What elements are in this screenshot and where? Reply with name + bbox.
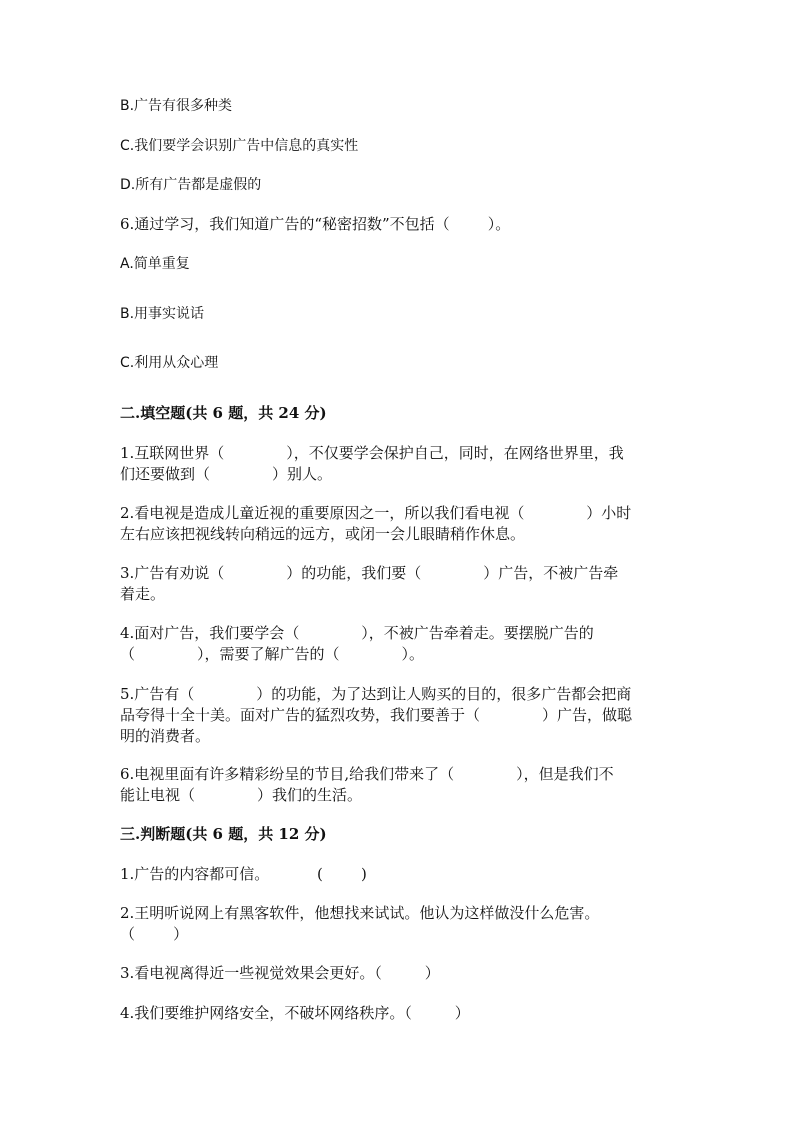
judge-item-3: 3.看电视离得近一些视觉效果会更好。（ ） <box>120 964 440 982</box>
q5-option-b: B.广告有很多种类 <box>120 98 233 114</box>
judge-item-4: 4.我们要维护网络安全，不破坏网络秩序。（ ） <box>120 1004 470 1022</box>
fill-item-4-line-1: 4.面对广告，我们要学会（ ），不被广告牵着走。要摆脱广告的 <box>120 624 594 642</box>
q6-stem: 6.通过学习，我们知道广告的“秘密招数”不包括（ ）。 <box>120 215 511 233</box>
fill-item-5-line-2: 品夸得十全十美。面对广告的猛烈攻势，我们要善于（ ）广告，做聪 <box>120 706 632 724</box>
section-fill-blank-heading: 二.填空题(共 6 题，共 24 分) <box>120 404 327 422</box>
q6-option-c: C.利用从众心理 <box>120 355 219 371</box>
fill-item-4-line-2: （ ），需要了解广告的（ ）。 <box>120 645 424 663</box>
fill-item-6-line-2: 能让电视（ ）我们的生活。 <box>120 786 362 804</box>
q6-option-b: B.用事实说话 <box>120 306 205 322</box>
fill-item-1-line-1: 1.互联网世界（ ），不仅要学会保护自己，同时，在网络世界里，我 <box>120 444 624 462</box>
fill-item-3-line-2: 着走。 <box>120 585 166 603</box>
fill-item-2-line-1: 2.看电视是造成儿童近视的重要原因之一，所以我们看电视（ ）小时 <box>120 504 632 522</box>
fill-item-3-line-1: 3.广告有劝说（ ）的功能，我们要（ ）广告，不被广告牵 <box>120 564 619 582</box>
fill-item-2-line-2: 左右应该把视线转向稍远的远方，或闭一会儿眼睛稍作休息。 <box>120 525 526 543</box>
q5-option-d: D.所有广告都是虚假的 <box>120 177 262 193</box>
q5-option-c: C.我们要学会识别广告中信息的真实性 <box>120 138 359 154</box>
judge-item-2-line-2: （ ） <box>120 925 189 943</box>
judge-item-1: 1.广告的内容都可信。 ( ) <box>120 865 367 883</box>
judge-item-2-line-1: 2.王明听说网上有黑客软件，他想找来试试。他认为这样做没什么危害。 <box>120 904 600 922</box>
fill-item-6-line-1: 6.电视里面有许多精彩纷呈的节目,给我们带来了（ ），但是我们不 <box>120 765 614 783</box>
fill-item-1-line-2: 们还要做到（ ）别人。 <box>120 465 332 483</box>
fill-item-5-line-3: 明的消费者。 <box>120 727 211 745</box>
section-judgement-heading: 三.判断题(共 6 题，共 12 分) <box>120 825 327 843</box>
fill-item-5-line-1: 5.广告有（ ）的功能，为了达到让人购买的目的，很多广告都会把商 <box>120 685 632 703</box>
q6-option-a: A.简单重复 <box>120 256 190 272</box>
